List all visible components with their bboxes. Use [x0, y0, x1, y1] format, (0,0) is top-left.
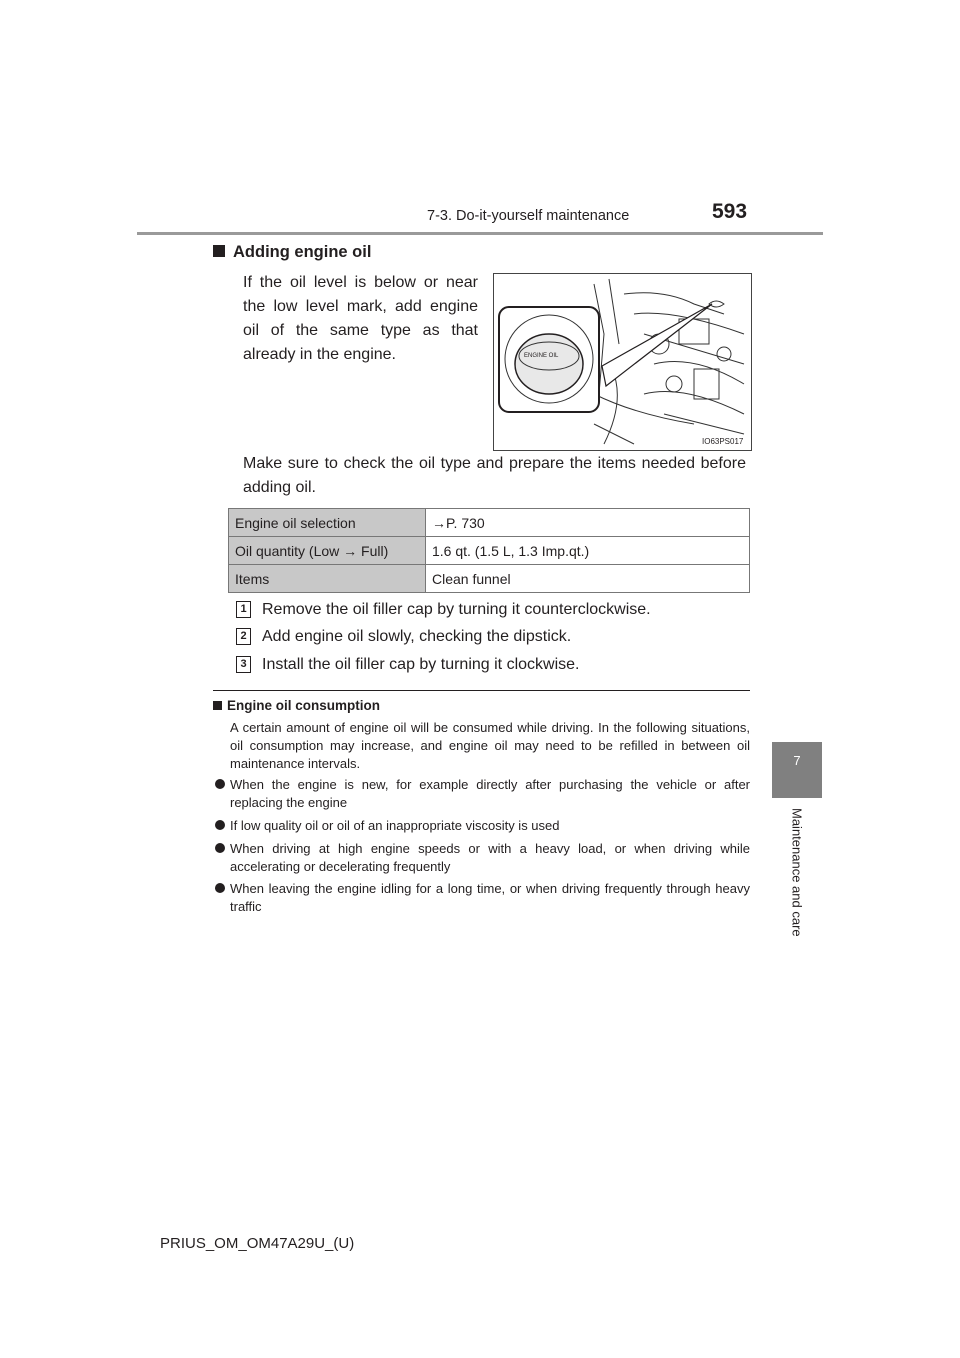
illustration-code: IO63PS017 — [702, 437, 744, 446]
step-number: 3 — [236, 656, 251, 673]
table-value: →P. 730 — [426, 509, 750, 537]
step-number: 2 — [236, 628, 251, 645]
bullet-dot-icon — [215, 820, 225, 830]
step-text: Remove the oil filler cap by turning it counterclockwise. — [262, 601, 651, 618]
table-key: Oil quantity (Low → Full) — [229, 537, 426, 565]
table-row — [229, 537, 750, 565]
oil-spec-table — [228, 508, 750, 593]
table-key: Engine oil selection — [229, 509, 426, 537]
chapter-title-vertical — [772, 808, 822, 978]
bullet-dot-icon — [215, 779, 225, 789]
model-code-footer: PRIUS_OM_OM47A29U_(U) — [160, 1235, 355, 1252]
header-rule — [137, 232, 823, 235]
step-text: Install the oil filler cap by turning it clockwise. — [262, 656, 580, 673]
list-item — [215, 880, 750, 916]
prepare-note: Make sure to check the oil type and prepare the items needed before adding oil. — [243, 455, 746, 496]
engine-oil-cap-illustration — [493, 273, 752, 451]
table-row — [229, 509, 750, 537]
table-value: Clean funnel — [426, 565, 750, 593]
bullet-dot-icon — [215, 883, 225, 893]
chapter-tab — [772, 742, 822, 798]
list-item — [215, 840, 750, 876]
list-item — [215, 776, 750, 812]
step-number: 1 — [236, 601, 251, 618]
consumption-body: A certain amount of engine oil will be consumed while driving. In the following situations, oil consumption may increase, and engine oil may need to be refilled in between oil maintenance intervals. — [230, 720, 750, 771]
chapter-number: 7 — [793, 753, 801, 768]
list-item-text: When driving at high engine speeds or with a heavy load, or when driving while accelerating or decelerating frequently — [230, 841, 750, 874]
step-item — [236, 656, 579, 674]
subsection-title — [213, 698, 380, 713]
list-item-text: When the engine is new, for example directly after purchasing the vehicle or after replacing the engine — [230, 777, 750, 810]
engine-bay-drawing — [494, 274, 751, 450]
table-row — [229, 565, 750, 593]
page-number: 593 — [712, 200, 748, 223]
subsection-title-text: Engine oil consumption — [227, 698, 380, 713]
cap-label: ENGINE OIL — [524, 353, 559, 359]
table-key: Items — [229, 565, 426, 593]
section-header: 7-3. Do-it-yourself maintenance — [427, 208, 630, 224]
intro-paragraph: If the oil level is below or near the low level mark, add engine oil of the same type as that already in the engine. — [243, 274, 478, 363]
square-bullet-icon — [213, 245, 225, 257]
list-item — [215, 817, 750, 835]
list-item-text: When leaving the engine idling for a long time, or when driving frequently through heavy traffic — [230, 881, 750, 914]
step-text: Add engine oil slowly, checking the dipstick. — [262, 628, 572, 645]
section-title-text: Adding engine oil — [233, 243, 372, 261]
chapter-title: Maintenance and care — [789, 808, 805, 937]
step-item — [236, 601, 651, 619]
table-value: 1.6 qt. (1.5 L, 1.3 Imp.qt.) — [426, 537, 750, 565]
step-item — [236, 628, 571, 646]
bullet-dot-icon — [215, 843, 225, 853]
section-divider — [213, 690, 750, 691]
section-title — [213, 243, 371, 262]
list-item-text: If low quality oil or oil of an inappropriate viscosity is used — [230, 818, 560, 833]
square-bullet-icon — [213, 701, 222, 710]
